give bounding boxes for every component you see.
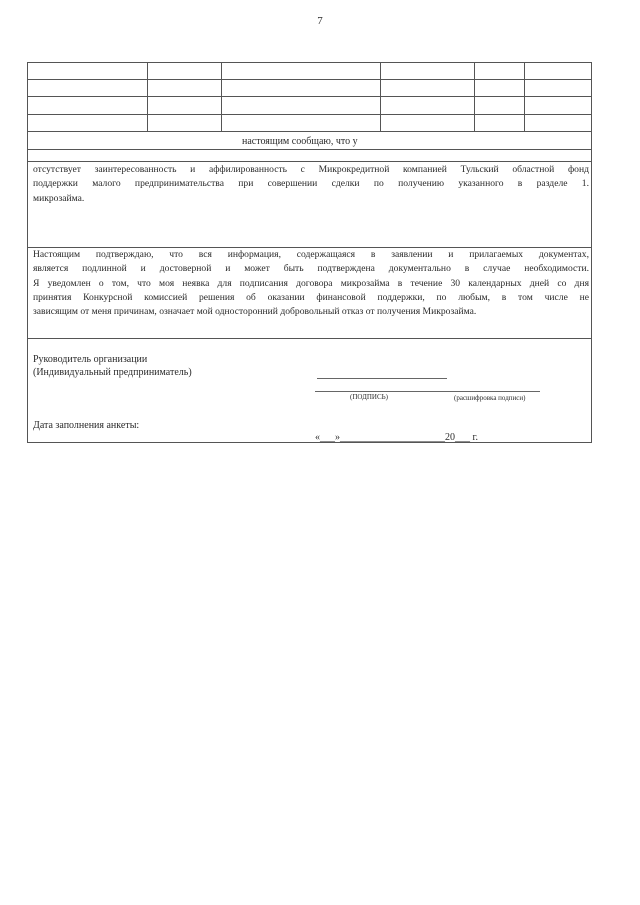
page-number: 7 xyxy=(317,15,323,27)
paragraph-line: поддержки малого предпринимательства при совершении сделки по получению указанного в разделе 1. xyxy=(33,178,589,190)
table-row-divider xyxy=(28,96,591,97)
date-label: Дата заполнения анкеты: xyxy=(33,420,140,431)
paragraph-line: является подлинной и достоверной и может быть подтверждена документально в случае необходимости. xyxy=(33,263,589,275)
paragraph-line: Я уведомлен о том, что моя неявка для подписания договора микрозайма в течение 30 календарных дней со дня xyxy=(33,277,589,289)
section-divider xyxy=(28,149,591,150)
paragraph-line: микрозайма. xyxy=(33,192,85,204)
signature-caption: (ПОДПИСЬ) xyxy=(350,393,388,401)
table-column-divider xyxy=(221,63,222,131)
section-divider xyxy=(28,338,591,339)
signer-label-sub: (Индивидуальный предприниматель) xyxy=(33,367,192,378)
date-field[interactable]: «___»_____________________20___ г. xyxy=(315,432,478,443)
signature-decoding-caption: (расшифровка подписи) xyxy=(454,394,526,402)
table-row-divider xyxy=(28,114,591,115)
paragraph-line: зависящим от меня причинам, означает мой односторонний добровольный отказ от получения Микрозайма. xyxy=(33,306,477,318)
table-column-divider xyxy=(524,63,525,131)
section-divider xyxy=(28,161,591,162)
confirmation-paragraph xyxy=(33,248,589,319)
paragraph-line: принятия Конкурсной комиссией решения об оказании финансовой поддержки, по любым, в том числе не xyxy=(33,291,589,303)
table-column-divider xyxy=(474,63,475,131)
section-divider xyxy=(28,131,591,132)
questionnaire-form xyxy=(27,62,592,443)
paragraph-line: отсутствует заинтересованность и аффилированность с Микрокредитной компанией Тульский областной фонд xyxy=(33,164,589,175)
paragraph-line: Настоящим подтверждаю, что вся информация, содержащаяся в заявлении и прилагаемых документах, xyxy=(33,249,589,260)
declaration-heading: настоящим сообщаю, что у xyxy=(242,136,358,147)
signature-line[interactable] xyxy=(317,378,447,379)
signer-label: Руководитель организации xyxy=(33,354,148,365)
declaration-paragraph xyxy=(33,163,589,206)
table-column-divider xyxy=(380,63,381,131)
table-column-divider xyxy=(147,63,148,131)
signature-decoding-line[interactable] xyxy=(315,391,540,392)
table-row-divider xyxy=(28,79,591,80)
